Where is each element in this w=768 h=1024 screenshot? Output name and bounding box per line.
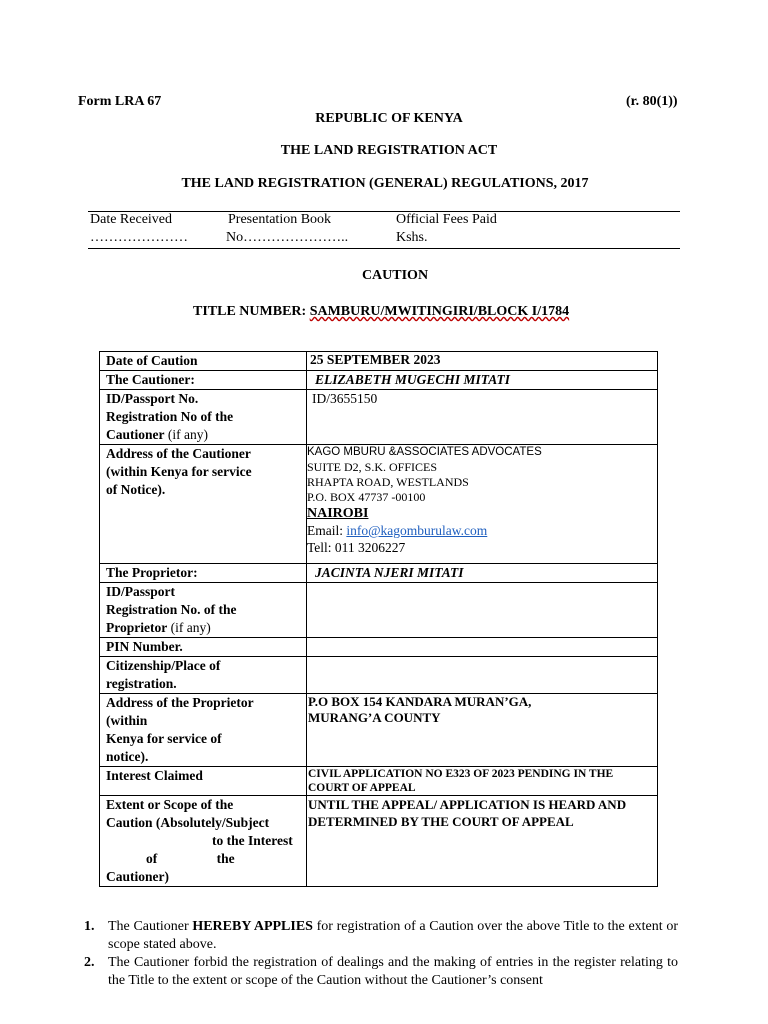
pin-label: PIN Number. [100, 638, 307, 657]
act-heading: THE LAND REGISTRATION ACT [280, 143, 498, 158]
clauses-list [84, 918, 678, 990]
row-cautioner [100, 371, 658, 390]
title-number-label: TITLE NUMBER: [193, 304, 310, 319]
address-line: P.O. BOX 47737 -00100 [307, 490, 426, 504]
pin-value [307, 638, 658, 657]
presentation-book-field: No………………….. [226, 230, 349, 245]
form-label: Form LRA 67 [78, 94, 162, 109]
cautioner-email: Email: info@kagomburulaw.com [307, 523, 488, 538]
document-title: CAUTION [361, 268, 429, 283]
address-line: KAGO MBURU &ASSOCIATES ADVOCATES [307, 446, 542, 458]
republic-heading: REPUBLIC OF KENYA [315, 111, 463, 126]
address-line: RHAPTA ROAD, WESTLANDS [307, 475, 469, 489]
cautioner-phone: Tell: 011 3206227 [307, 540, 406, 555]
caution-details-table [99, 351, 658, 887]
presentation-book-label: Presentation Book [228, 212, 332, 227]
cautioner-id-label: ID/Passport No. Registration No of the Cautioner (if any) [100, 390, 307, 445]
cautioner-name: ELIZABETH MUGECHI MITATI [307, 371, 658, 390]
email-link[interactable]: info@kagomburulaw.com [346, 523, 488, 538]
rule-reference: (r. 80(1)) [626, 94, 678, 109]
row-proprietor-id [100, 583, 658, 638]
address-line: SUITE D2, S.K. OFFICES [307, 460, 438, 474]
citizenship-label: Citizenship/Place of registration. [100, 657, 307, 694]
cautioner-address-label: Address of the Cautioner (within Kenya for service of Notice). [100, 445, 307, 564]
regulations-heading: THE LAND REGISTRATION (GENERAL) REGULATIONS, 2017 [181, 176, 589, 191]
clause-item: 1. The Cautioner HEREBY APPLIES for registration of a Caution over the above Title to the extent or scope stated above. [84, 919, 678, 952]
extent-value: UNTIL THE APPEAL/ APPLICATION IS HEARD AND DETERMINED BY THE COURT OF APPEAL [307, 796, 658, 887]
proprietor-id-label: ID/Passport Registration No. of the Proprietor (if any) [100, 583, 307, 638]
row-extent [100, 796, 658, 887]
row-date-of-caution [100, 352, 658, 371]
citizenship-value [307, 657, 658, 694]
date-of-caution-value: 25 SEPTEMBER 2023 [307, 352, 658, 371]
extent-label: Extent or Scope of the Caution (Absolutely/Subject to the Interest of the Cautioner) [100, 796, 307, 887]
title-number-value: SAMBURU/MWITINGIRI/BLOCK I/1784 [309, 304, 570, 319]
proprietor-label: The Proprietor: [100, 564, 307, 583]
receipt-top-rule [88, 211, 680, 212]
fees-currency: Kshs. [396, 230, 428, 245]
row-cautioner-address [100, 445, 658, 564]
row-proprietor-address [100, 694, 658, 767]
cautioner-id-value: ID/3655150 [307, 390, 658, 445]
cautioner-label: The Cautioner: [100, 371, 307, 390]
row-citizenship [100, 657, 658, 694]
clause-number: 2. [84, 955, 95, 970]
receipt-bottom-rule [88, 248, 680, 249]
interest-value: CIVIL APPLICATION NO E323 OF 2023 PENDING IN THE COURT OF APPEAL [307, 767, 658, 796]
proprietor-address-value: P.O BOX 154 KANDARA MURAN’GA, MURANG’A COUNTY [307, 694, 658, 767]
official-fees-label: Official Fees Paid [396, 212, 497, 227]
row-cautioner-id [100, 390, 658, 445]
interest-label: Interest Claimed [100, 767, 307, 796]
proprietor-id-value [307, 583, 658, 638]
proprietor-address-label: Address of the Proprietor (within Kenya for service of notice). [100, 694, 307, 767]
address-city: NAIROBI [307, 506, 369, 521]
title-number [193, 304, 569, 320]
row-pin [100, 638, 658, 657]
row-interest [100, 767, 658, 796]
date-received-field: ………………… [90, 230, 188, 245]
date-of-caution-label: Date of Caution [100, 352, 307, 371]
cautioner-address-value [307, 445, 658, 564]
proprietor-name: JACINTA NJERI MITATI [307, 564, 658, 583]
clause-item: 2. The Cautioner forbid the registration of dealings and the making of entries in the register relating to the Title to the extent or scope of the Caution without the Cautioner’s consent [84, 955, 678, 988]
date-received-label: Date Received [90, 212, 173, 227]
row-proprietor [100, 564, 658, 583]
clause-number: 1. [84, 919, 95, 934]
